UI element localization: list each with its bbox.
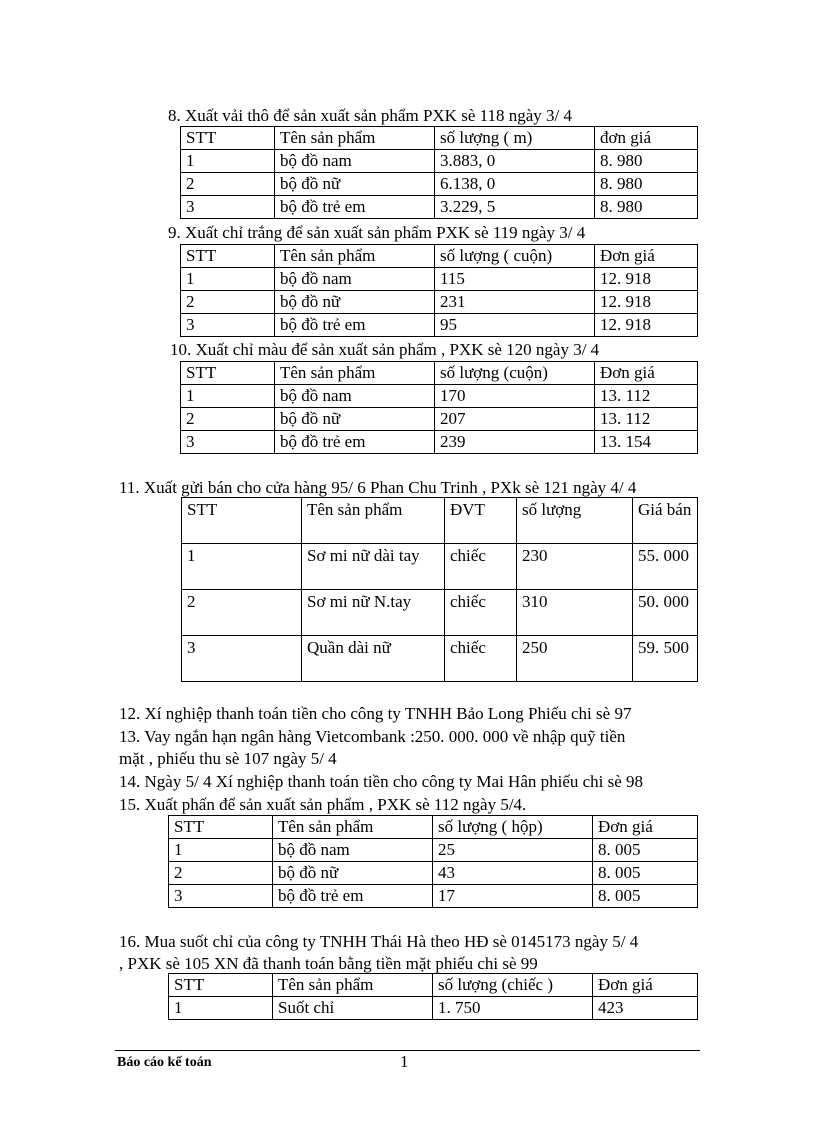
note-13-line-2: mặt , phiếu thu sè 107 ngày 5/ 4 [119,749,337,768]
table-cell: số lượng ( hộp) [433,816,593,839]
table-cell: 2 [181,408,275,431]
footer-rule [115,1050,700,1051]
table-row [181,314,698,337]
section-9-heading: 9. Xuất chỉ trắng để sản xuất sản phẩm PXK sè 119 ngày 3/ 4 [168,223,586,242]
table-cell: 25 [433,839,593,862]
table-cell: 95 [435,314,595,337]
table-cell: 13. 154 [595,431,698,454]
table-cell: bộ đồ nam [275,150,435,173]
table-cell: 59. 500 [633,636,698,682]
table-cell: Đơn giá [595,362,698,385]
table-cell: 6.138, 0 [435,173,595,196]
table-cell: chiếc [445,636,517,682]
table-cell: Giá bán [633,498,698,544]
table-cell: STT [169,816,273,839]
table-cell: số lượng [517,498,633,544]
table-cell: 1 [181,385,275,408]
table-cell: 2 [182,590,302,636]
table-cell: 13. 112 [595,385,698,408]
table-cell: bộ đồ nam [273,839,433,862]
section-15-heading: 15. Xuất phấn để sản xuất sản phẩm , PXK sè 112 ngày 5/4. [119,795,527,814]
note-14: 14. Ngày 5/ 4 Xí nghiệp thanh toán tiền cho công ty Mai Hân phiếu chi sè 98 [119,772,644,791]
table-row [181,291,698,314]
table-row [181,431,698,454]
table-cell: 3.229, 5 [435,196,595,219]
table-row [182,544,698,590]
table-header-row [181,362,698,385]
table-row [169,862,698,885]
table-cell: 17 [433,885,593,908]
table-row [181,196,698,219]
table-cell: 250 [517,636,633,682]
table-cell: STT [169,974,273,997]
table-cell: 50. 000 [633,590,698,636]
section-9-table [180,244,698,337]
table-cell: 1 [181,268,275,291]
table-row [169,997,698,1020]
note-12: 12. Xí nghiệp thanh toán tiền cho công ty TNHH Bảo Long Phiếu chi sè 97 [119,704,632,723]
table-cell: ĐVT [445,498,517,544]
table-cell: 3 [182,636,302,682]
note-13-line-1: 13. Vay ngắn hạn ngân hàng Vietcombank :250. 000. 000 về nhập quỹ tiền [119,727,626,746]
table-cell: Suốt chỉ [273,997,433,1020]
table-cell: 3.883, 0 [435,150,595,173]
table-cell: 239 [435,431,595,454]
table-cell: bộ đồ nữ [275,173,435,196]
table-cell: số lượng (chiếc ) [433,974,593,997]
table-cell: 230 [517,544,633,590]
table-cell: 8. 980 [595,150,698,173]
table-cell: Tên sản phẩm [302,498,445,544]
section-15-table [168,815,698,908]
table-cell: số lượng (cuộn) [435,362,595,385]
table-cell: bộ đồ nam [275,385,435,408]
table-cell: bộ đồ trẻ em [275,314,435,337]
table-header-row [181,245,698,268]
table-cell: Sơ mi nữ N.tay [302,590,445,636]
table-cell: 8. 980 [595,196,698,219]
section-16-heading-line-1: 16. Mua suốt chỉ của công ty TNHH Thái Hà theo HĐ sè 0145173 ngày 5/ 4 [119,932,639,951]
table-cell: 3 [181,196,275,219]
section-16-heading-line-2: , PXK sè 105 XN đã thanh toán bằng tiền mặt phiếu chi sè 99 [119,954,538,973]
section-8-heading: 8. Xuất vải thô để sản xuất sản phẩm PXK sè 118 ngày 3/ 4 [168,106,572,125]
table-cell: bộ đồ nữ [275,408,435,431]
table-cell: 12. 918 [595,314,698,337]
page-number: 1 [400,1052,409,1071]
table-row [181,150,698,173]
table-row [182,590,698,636]
table-cell: 2 [181,291,275,314]
table-cell: Tên sản phẩm [275,245,435,268]
table-cell: bộ đồ nữ [273,862,433,885]
table-cell: Tên sản phẩm [273,816,433,839]
table-cell: 2 [181,173,275,196]
section-11-table [181,497,698,682]
table-cell: 3 [181,314,275,337]
table-cell: Tên sản phẩm [275,362,435,385]
table-cell: 12. 918 [595,291,698,314]
table-cell: chiếc [445,590,517,636]
table-cell: bộ đồ nữ [275,291,435,314]
table-cell: Tên sản phẩm [273,974,433,997]
table-cell: 207 [435,408,595,431]
table-cell: số lượng ( m) [435,127,595,150]
table-row [182,636,698,682]
table-cell: Đơn giá [595,245,698,268]
table-cell: Quần dài nữ [302,636,445,682]
table-cell: Sơ mi nữ dài tay [302,544,445,590]
table-cell: 310 [517,590,633,636]
section-10-table [180,361,698,454]
section-8-table [180,126,698,219]
table-cell: 8. 005 [593,885,698,908]
table-cell: 8. 980 [595,173,698,196]
table-cell: 1 [182,544,302,590]
table-cell: 3 [181,431,275,454]
table-cell: 13. 112 [595,408,698,431]
table-cell: Đơn giá [593,974,698,997]
table-header-row [181,127,698,150]
table-cell: STT [181,127,275,150]
table-cell: 115 [435,268,595,291]
section-10-heading: 10. Xuất chỉ màu để sản xuất sản phẩm , PXK sè 120 ngày 3/ 4 [170,340,600,359]
table-header-row [169,974,698,997]
table-cell: STT [181,362,275,385]
table-cell: 170 [435,385,595,408]
table-cell: 8. 005 [593,862,698,885]
table-row [181,268,698,291]
table-cell: 2 [169,862,273,885]
table-cell: 1. 750 [433,997,593,1020]
table-cell: 1 [181,150,275,173]
table-cell: số lượng ( cuộn) [435,245,595,268]
table-cell: 55. 000 [633,544,698,590]
table-cell: STT [181,245,275,268]
table-cell: 231 [435,291,595,314]
table-cell: chiếc [445,544,517,590]
table-row [181,173,698,196]
table-cell: bộ đồ nam [275,268,435,291]
table-header-row [182,498,698,544]
table-row [181,385,698,408]
table-cell: Đơn giá [593,816,698,839]
table-row [181,408,698,431]
table-cell: 8. 005 [593,839,698,862]
table-row [169,885,698,908]
table-header-row [169,816,698,839]
table-cell: 12. 918 [595,268,698,291]
table-cell: bộ đồ trẻ em [275,196,435,219]
table-cell: bộ đồ trẻ em [273,885,433,908]
table-cell: bộ đồ trẻ em [275,431,435,454]
table-cell: Tên sản phẩm [275,127,435,150]
table-row [169,839,698,862]
section-16-table [168,973,698,1020]
footer-title: Báo cáo kế toán [117,1055,212,1070]
section-11-heading: 11. Xuất gửi bán cho cửa hàng 95/ 6 Phan Chu Trinh , PXk sè 121 ngày 4/ 4 [119,478,637,497]
table-cell: 423 [593,997,698,1020]
table-cell: 1 [169,997,273,1020]
table-cell: đơn giá [595,127,698,150]
table-cell: STT [182,498,302,544]
table-cell: 1 [169,839,273,862]
table-cell: 43 [433,862,593,885]
table-cell: 3 [169,885,273,908]
